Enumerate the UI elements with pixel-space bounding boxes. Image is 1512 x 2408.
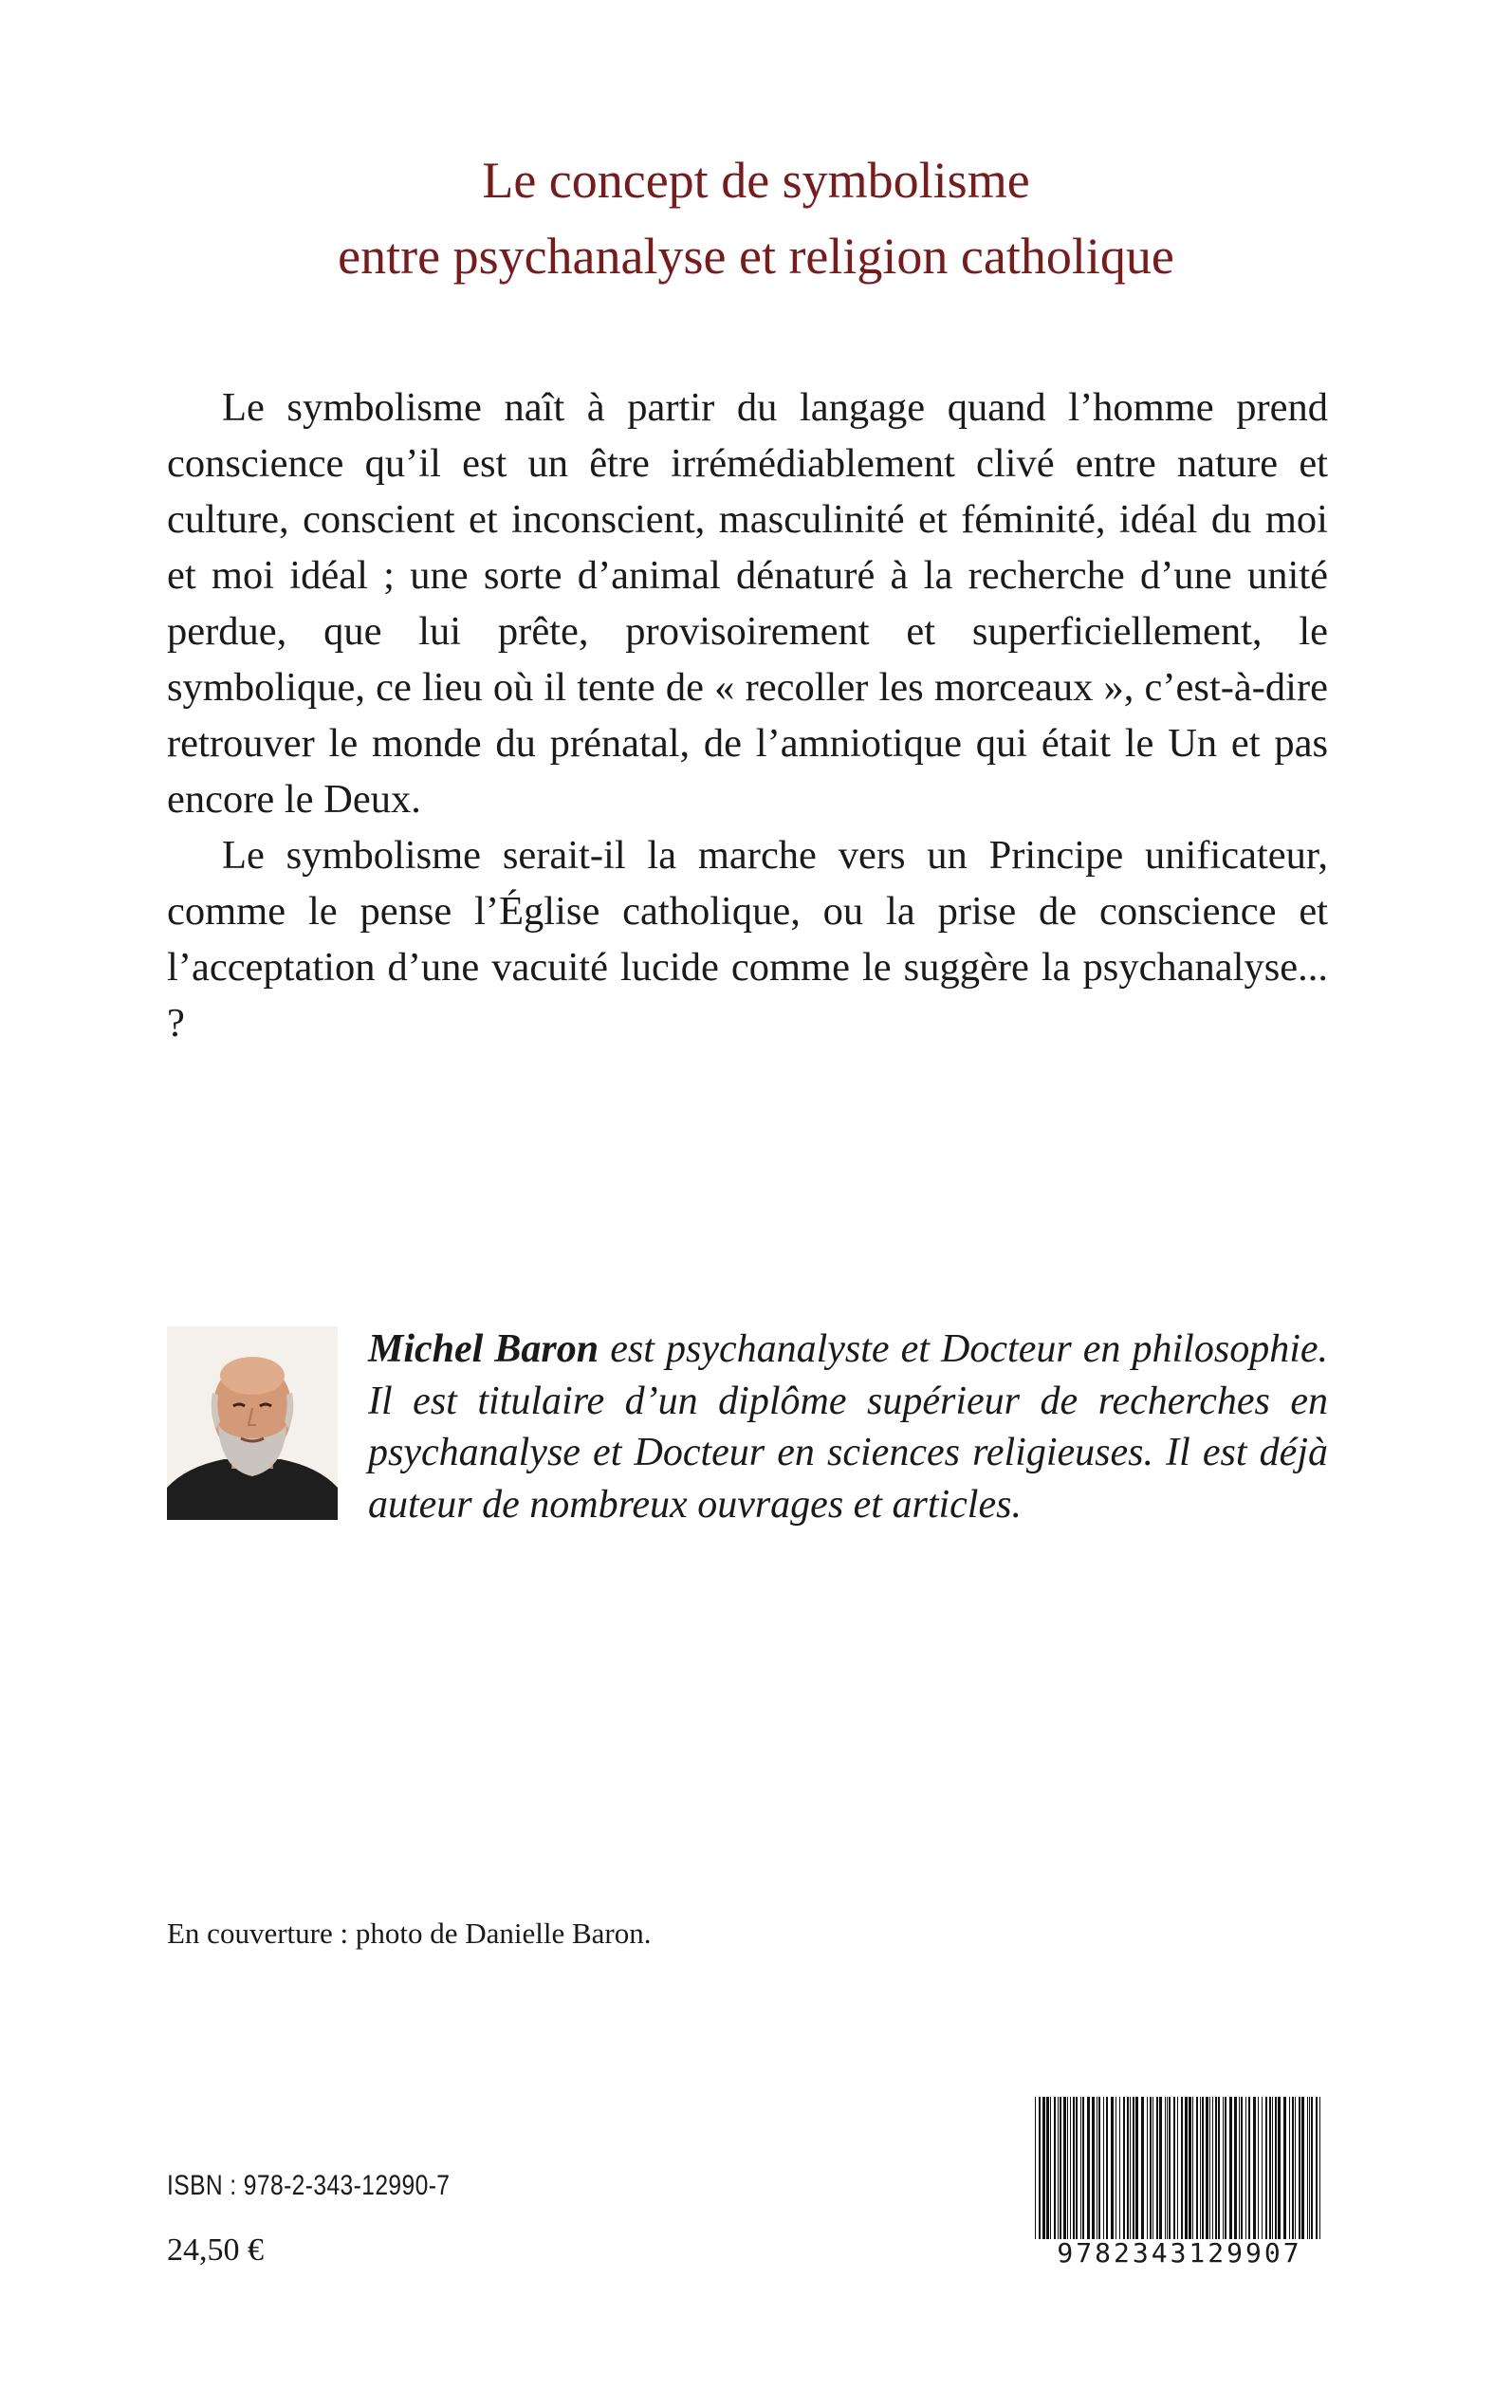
barcode — [1031, 2097, 1328, 2272]
barcode-bar — [1283, 2097, 1286, 2239]
barcode-bar — [1248, 2097, 1250, 2239]
barcode-bar — [1212, 2097, 1213, 2239]
barcode-bar — [1119, 2097, 1120, 2239]
barcode-bar — [1152, 2097, 1153, 2239]
barcode-bar — [1106, 2097, 1108, 2239]
barcode-bar — [1167, 2097, 1168, 2239]
price: 24,50 € — [167, 2232, 264, 2268]
barcode-bar — [1311, 2097, 1313, 2239]
barcode-bar — [1245, 2097, 1246, 2239]
barcode-bar — [1133, 2097, 1134, 2239]
barcode-bar — [1159, 2097, 1162, 2239]
author-bio — [368, 1324, 1328, 1530]
barcode-bar — [1223, 2097, 1224, 2239]
barcode-bar — [1209, 2097, 1210, 2239]
barcode-bar — [1185, 2097, 1188, 2239]
barcode-bar — [1181, 2097, 1183, 2239]
book-title-line-2: entre psychanalyse et religion catholique — [338, 228, 1174, 285]
barcode-bar — [1215, 2097, 1217, 2239]
barcode-bar — [1098, 2097, 1100, 2239]
barcode-bar — [1200, 2097, 1201, 2239]
cover-credit: En couverture : photo de Danielle Baron. — [167, 1917, 652, 1950]
barcode-bars — [1031, 2097, 1328, 2239]
barcode-bar — [1272, 2097, 1273, 2239]
barcode-bar — [1135, 2097, 1138, 2239]
barcode-bar — [1060, 2097, 1061, 2239]
barcode-bar — [1278, 2097, 1281, 2239]
barcode-bar — [1073, 2097, 1075, 2239]
barcode-bar — [1039, 2097, 1041, 2239]
barcode-bar — [1054, 2097, 1056, 2239]
barcode-bar — [1234, 2097, 1237, 2239]
barcode-bar — [1082, 2097, 1084, 2239]
isbn: ISBN : 978-2-343-12990-7 — [167, 2170, 451, 2201]
barcode-bar — [1309, 2097, 1310, 2239]
barcode-bar — [1147, 2097, 1148, 2239]
barcode-bar — [1319, 2097, 1320, 2239]
barcode-bar — [1042, 2097, 1045, 2239]
barcode-bar — [1156, 2097, 1158, 2239]
barcode-bar — [1202, 2097, 1204, 2239]
barcode-bar — [1218, 2097, 1220, 2239]
barcode-bar — [1165, 2097, 1166, 2239]
summary-paragraph-2: Le symbolisme serait-il la marche vers un Principe unificateur, comme le pense l’Église catholique, ou la prise de conscience et l’acceptation d’une vacuité lucide comme le suggère la psychanalyse... ? — [167, 833, 1328, 1046]
barcode-bar — [1141, 2097, 1144, 2239]
barcode-bar — [1169, 2097, 1171, 2239]
barcode-bar — [1196, 2097, 1198, 2239]
summary-paragraph-1: Le symbolisme naît à partir du langage quand l’homme prend conscience qu’il est un être irrémédiablement clivé entre nature et culture, conscient et inconscient, masculinité et féminité, idéal du moi et moi idéal ; une sorte d’animal dénaturé à la recherche d’une unité perdue, que lui prête, provisoirement et superficiellement, le symbolique, ce lieu où il tente de « recoller les morceaux », c’est-à-dire retrouver le monde du prénatal, de l’amniotique qui était le Un et pas encore le Deux. — [167, 385, 1328, 822]
barcode-bar — [1316, 2097, 1318, 2239]
barcode-bar — [1189, 2097, 1191, 2239]
barcode-bar — [1265, 2097, 1267, 2239]
barcode-bar — [1103, 2097, 1104, 2239]
barcode-bar — [1035, 2097, 1036, 2239]
barcode-bar — [1067, 2097, 1068, 2239]
barcode-bar — [1301, 2097, 1304, 2239]
barcode-bar — [1253, 2097, 1256, 2239]
barcode-bar — [1258, 2097, 1259, 2239]
barcode-bar — [1292, 2097, 1294, 2239]
barcode-bar — [1080, 2097, 1081, 2239]
barcode-bar — [1241, 2097, 1243, 2239]
author-name: Michel Baron — [368, 1327, 599, 1371]
barcode-bar — [1063, 2097, 1066, 2239]
barcode-bar — [1076, 2097, 1078, 2239]
barcode-bar — [1111, 2097, 1114, 2239]
book-title-line-1: Le concept de symbolisme — [482, 152, 1030, 209]
barcode-bar — [1239, 2097, 1240, 2239]
barcode-bar — [1092, 2097, 1095, 2239]
barcode-bar — [1070, 2097, 1071, 2239]
barcode-bar — [1299, 2097, 1300, 2239]
barcode-bar — [1177, 2097, 1178, 2239]
barcode-bar — [1050, 2097, 1051, 2239]
author-bio-text: est psychanalyste et Docteur en philosophie. Il est titulaire d’un diplôme supérieur de recherches en psychanalyse et Docteur en sciences religieuses. Il est déjà auteur de nombreux ouvrages et articles. — [368, 1327, 1328, 1527]
barcode-bar — [1269, 2097, 1271, 2239]
barcode-bar — [1130, 2097, 1131, 2239]
barcode-bar — [1127, 2097, 1129, 2239]
barcode-bar — [1058, 2097, 1059, 2239]
barcode-digits: 9782343129907 — [1057, 2237, 1302, 2269]
barcode-bar — [1206, 2097, 1208, 2239]
barcode-bar — [1225, 2097, 1226, 2239]
barcode-bar — [1150, 2097, 1152, 2239]
barcode-bar — [1229, 2097, 1232, 2239]
barcode-bar — [1295, 2097, 1296, 2239]
barcode-bar — [1123, 2097, 1125, 2239]
book-title — [0, 142, 1512, 294]
barcode-bar — [1262, 2097, 1263, 2239]
author-portrait-image — [167, 1326, 338, 1520]
barcode-bar — [1173, 2097, 1175, 2239]
barcode-bar — [1046, 2097, 1049, 2239]
barcode-bar — [1275, 2097, 1277, 2239]
barcode-bar — [1192, 2097, 1193, 2239]
book-summary — [167, 380, 1328, 1051]
barcode-bar — [1307, 2097, 1308, 2239]
barcode-bar — [1087, 2097, 1090, 2239]
barcode-bar — [1289, 2097, 1290, 2239]
author-photo — [167, 1326, 338, 1520]
